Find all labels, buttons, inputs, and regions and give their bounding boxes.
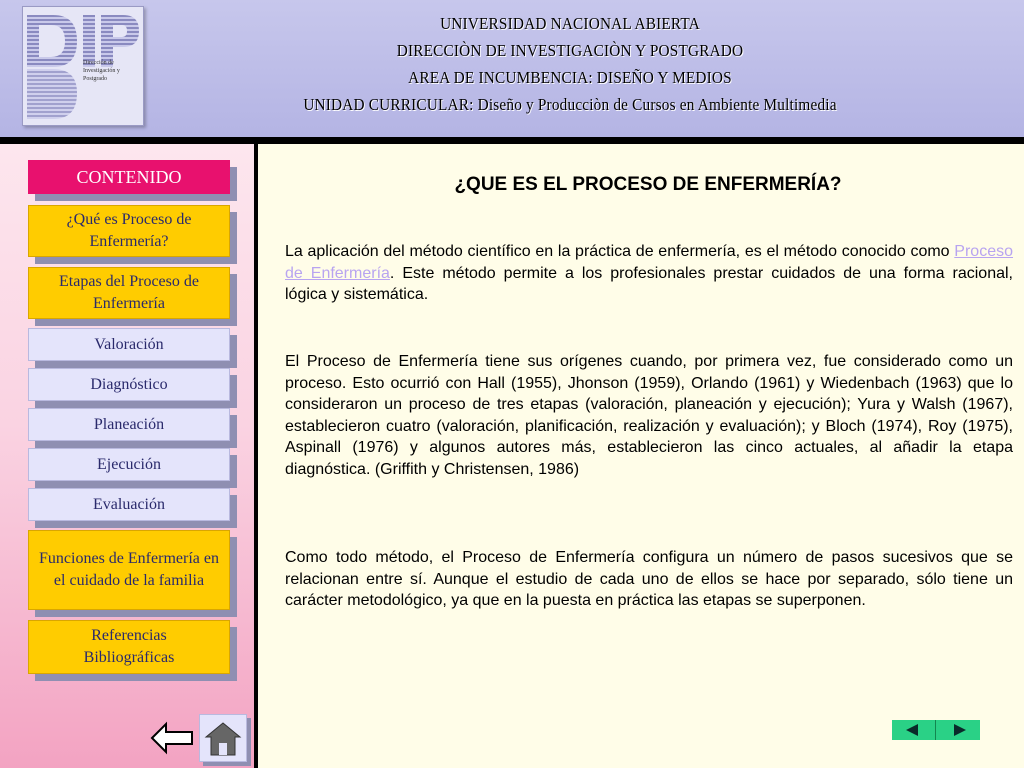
paragraph-3: Como todo método, el Proceso de Enfermería configura un número de pasos sucesivos que se relacionan entre sí. Aunque el estudio de cada uno de ellos se hace por separado, sólo tiene un carácter metodológico, ya que en la puesta en práctica las etapas se superponen. <box>285 549 1013 609</box>
next-arrow-icon <box>936 720 980 740</box>
header-divider <box>0 137 1024 144</box>
nav-referencias[interactable] <box>28 620 230 674</box>
page-navigation <box>892 720 980 740</box>
logo-caption: Dirección de Investigación y Postgrado <box>83 60 120 82</box>
nav-label: ¿Qué es Proceso de Enfermería? <box>66 211 192 250</box>
nav-label: Valoración <box>94 335 164 353</box>
curricular-unit: UNIDAD CURRICULAR: Diseño y Producciòn de Cursos en Ambiente Multimedia <box>303 95 837 114</box>
nav-label: Diagnóstico <box>90 375 168 393</box>
nav-que-es-proceso[interactable] <box>28 205 230 257</box>
nav-etapas-proceso[interactable] <box>28 267 230 319</box>
nav-evaluacion[interactable] <box>28 488 230 521</box>
previous-button[interactable] <box>892 720 936 740</box>
paragraph-2: El Proceso de Enfermería tiene sus orígenes cuando, por primera vez, fue considerado como un proceso. Esto ocurrió con Hall (1955), Jhonson (1959), Orlando (1961) y Wiedenbach (1963) que lo consideraron un proceso de tres etapas (valoración, planeación y ejecución); Yura y Walsh (1967), establecieron cuatro (valoración, planificación, realización y evaluación); y Bloch (1974), Roy (1975), Aspinall (1976) y algunos autores más, establecieron las cinco actuales, al añadir la etapa diagnóstica. (Griffith y Christensen, 1986) <box>285 353 1013 478</box>
header-banner <box>0 0 1024 137</box>
back-arrow-icon <box>150 720 196 756</box>
paragraph-1-text: La aplicación del método científico en la práctica de enfermería, es el método conocido como <box>285 243 955 260</box>
next-button[interactable] <box>936 720 980 740</box>
proceso-enfermeria-link[interactable]: Proceso de Enfermería <box>285 243 1013 282</box>
nav-label: Referencias Bibliográficas <box>83 627 175 666</box>
nav-label: Funciones de Enfermería en el cuidado de la familia <box>39 550 219 589</box>
nav-label: Planeación <box>93 415 165 433</box>
home-button[interactable] <box>199 714 247 762</box>
nav-ejecucion[interactable] <box>28 448 230 481</box>
nav-label: Ejecución <box>97 455 161 473</box>
area-name: AREA DE INCUMBENCIA: DISEÑO Y MEDIOS <box>408 68 732 87</box>
paragraph-1 <box>285 241 1013 306</box>
nav-diagnostico[interactable] <box>28 368 230 401</box>
contenido-heading: CONTENIDO <box>28 160 230 194</box>
direction-name: DIRECCIÒN DE INVESTIGACIÒN Y POSTGRADO <box>396 41 744 60</box>
nav-funciones-enfermeria[interactable] <box>28 530 230 610</box>
nav-valoracion[interactable] <box>28 328 230 361</box>
dip-logo <box>22 6 144 126</box>
nav-label: Evaluación <box>93 495 165 513</box>
nav-label: Etapas del Proceso de Enfermería <box>59 273 199 312</box>
nav-planeacion[interactable] <box>28 408 230 441</box>
back-button[interactable] <box>150 720 196 756</box>
page-title: ¿QUE ES EL PROCESO DE ENFERMERÍA? <box>454 174 842 195</box>
university-name: UNIVERSIDAD NACIONAL ABIERTA <box>440 14 700 33</box>
paragraph-1-text-end: . Este método permite a los profesionales prestar cuidados de una forma racional, lógica y sistemática. <box>285 264 1013 303</box>
previous-arrow-icon <box>892 720 936 740</box>
home-icon <box>200 715 246 761</box>
